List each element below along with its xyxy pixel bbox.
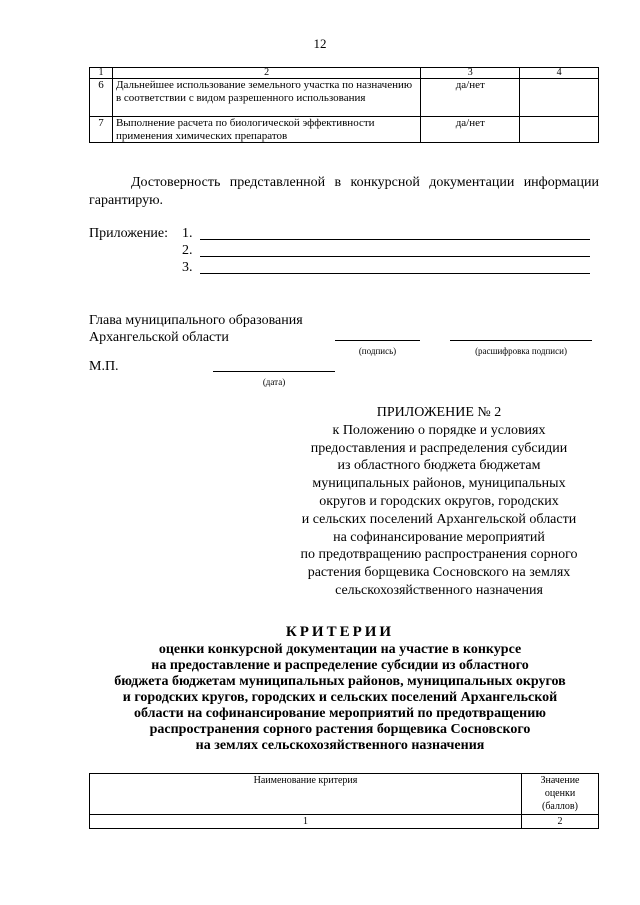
attachment-line [200, 256, 590, 257]
signature-line [335, 340, 420, 341]
signature-decode-caption: (расшифровка подписи) [475, 346, 567, 356]
appendix-line: на софинансирование мероприятий [333, 529, 545, 545]
header-cell: 2 [112, 68, 420, 79]
criteria-line: на предоставление и распределение субсидии из областного [151, 658, 529, 673]
attachment-number: 2. [182, 243, 193, 258]
date-caption: (дата) [262, 377, 286, 387]
signature-caption: (подпись) [358, 346, 397, 356]
header-score-line: (баллов) [542, 801, 578, 812]
attachment-line [200, 273, 590, 274]
criteria-title: КРИТЕРИИ [285, 624, 395, 640]
appendix-title: ПРИЛОЖЕНИЕ № 2 [376, 405, 502, 420]
date-line [213, 371, 335, 372]
header-cell: 3 [421, 68, 520, 79]
number-cell: 2 [522, 815, 599, 829]
appendix-line: предоставления и распределения субсидии [310, 440, 568, 456]
row-value: да/нет [421, 117, 520, 143]
header-score-line: оценки [544, 788, 576, 799]
stamp-label: М.П. [89, 359, 119, 374]
guarantee-text: Достоверность представленной в конкурсной документации информации гарантирую. [89, 175, 599, 208]
attachment-line [200, 239, 590, 240]
appendix-line: округов и городских округов, городских [319, 493, 559, 509]
appendix-line: к Положению о порядке и условиях [332, 422, 546, 438]
row-extra [520, 117, 599, 143]
table-header-row [90, 68, 599, 79]
signature-decode-line [450, 340, 592, 341]
criteria-subtitle [80, 642, 600, 754]
attachments-label: Приложение: [89, 226, 169, 241]
criteria-line: оценки конкурсной документации на участие в конкурсе [158, 642, 522, 657]
header-cell: 4 [520, 68, 599, 79]
attachment-number: 1. [182, 226, 193, 241]
header-cell-criterion: Наименование критерия [90, 774, 522, 815]
row-value: да/нет [421, 79, 520, 117]
row-number: 6 [90, 79, 113, 117]
number-cell: 1 [90, 815, 522, 829]
criteria-line: распространения сорного растения борщевика Сосновского [149, 722, 531, 737]
table-number-row [90, 815, 599, 829]
page-number: 12 [313, 36, 327, 51]
table-header-row [90, 774, 599, 815]
header-score-line: Значение [540, 775, 580, 786]
appendix-line: и сельских поселений Архангельской области [301, 511, 577, 527]
table-row [90, 117, 599, 143]
appendix-line: по предотвращению распространения сорного [300, 547, 578, 563]
criteria-line: области на софинансирование мероприятий по предотвращению [134, 706, 546, 721]
header-cell: 1 [90, 68, 113, 79]
appendix-line: муниципальных районов, муниципальных [312, 476, 566, 492]
criteria-line: бюджета бюджетам муниципальных районов, муниципальных округов [114, 674, 566, 689]
appendix-line: сельскохозяйственного назначения [335, 582, 543, 598]
head-title-line1: Глава муниципального образования [89, 313, 303, 328]
row-extra [520, 79, 599, 117]
row-text: Выполнение расчета по биологической эффективности применения химических препаратов [112, 117, 420, 143]
attachment-number: 3. [182, 260, 193, 275]
table-row [90, 79, 599, 117]
criteria-line: и городских кругов, городских и сельских поселений Архангельской [122, 690, 558, 705]
criteria-table [89, 773, 599, 829]
appendix-line: растения борщевика Сосновского на землях [307, 565, 571, 581]
header-cell-score [522, 774, 599, 815]
appendix-line: из областного бюджета бюджетам [337, 458, 541, 474]
criteria-line: на землях сельскохозяйственного назначения [195, 738, 485, 753]
row-number: 7 [90, 117, 113, 143]
criteria-table-continued [89, 67, 599, 143]
head-title-line2: Архангельской области [89, 330, 229, 345]
row-text: Дальнейшее использование земельного участка по назначению в соответствии с видом разрешенного использования [112, 79, 420, 117]
appendix-heading [280, 404, 598, 600]
